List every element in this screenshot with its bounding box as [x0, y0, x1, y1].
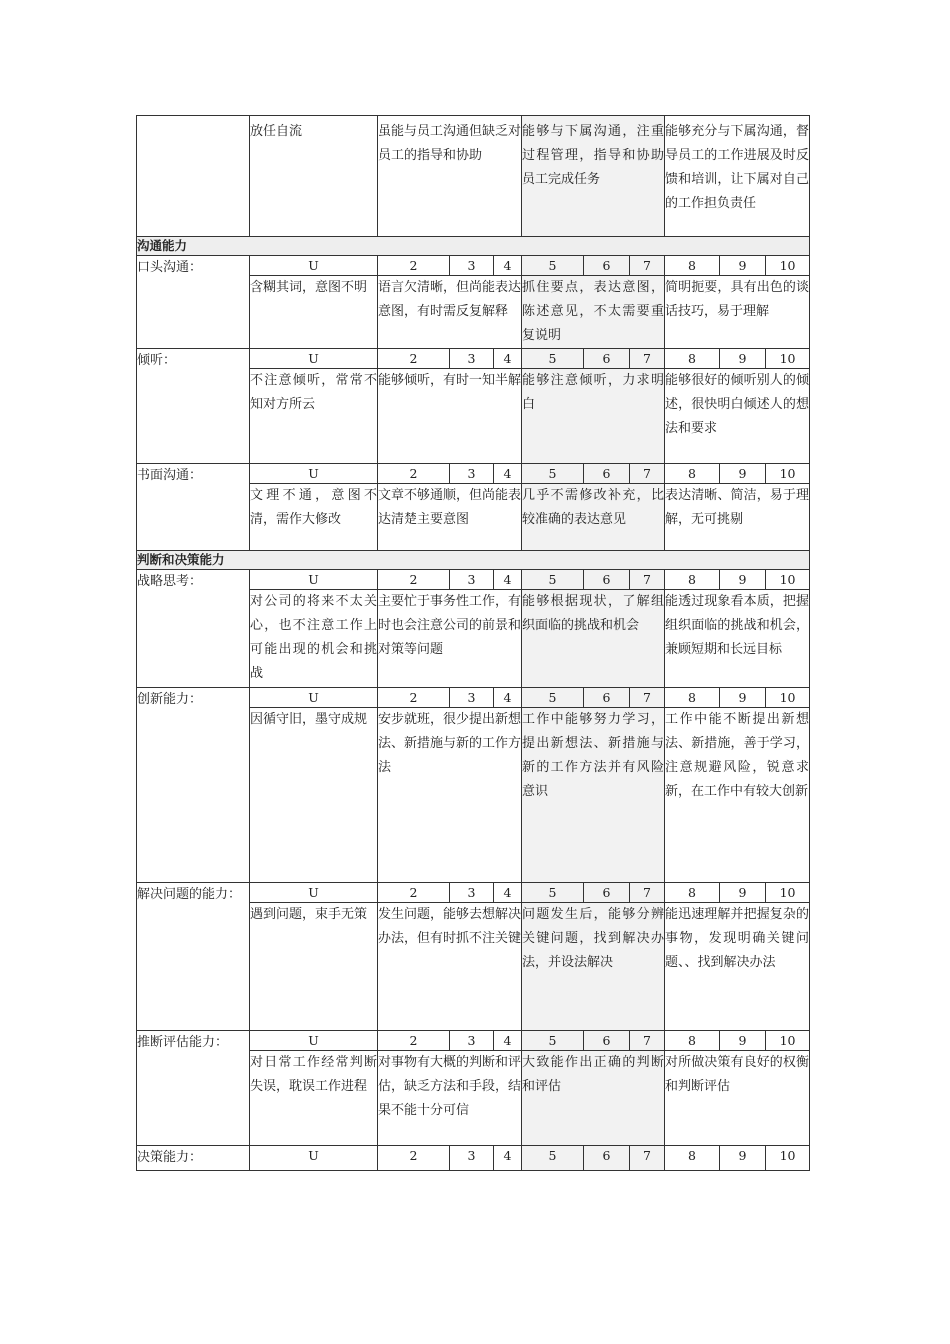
- score-option: 5: [522, 1031, 584, 1051]
- level-description: 语言欠清晰，但尚能表达意图，有时需反复解释: [378, 276, 522, 349]
- score-option: 9: [720, 1146, 766, 1171]
- score-option: U: [250, 349, 378, 369]
- score-option: 7: [630, 1146, 665, 1171]
- score-option: U: [250, 1146, 378, 1171]
- score-option: 5: [522, 883, 584, 903]
- score-option: 7: [630, 349, 665, 369]
- level-description: 能够充分与下属沟通，督导员工的工作进展及时反馈和培训，让下属对自己的工作担负责任: [665, 116, 810, 237]
- level-description: 表达清晰、简洁，易于理解，无可挑剔: [665, 484, 810, 551]
- score-option: 8: [665, 1146, 720, 1171]
- empty-label-cell: [137, 116, 250, 237]
- score-option: 8: [665, 464, 720, 484]
- score-option: 3: [450, 464, 494, 484]
- score-option: 6: [584, 349, 630, 369]
- score-option: U: [250, 464, 378, 484]
- level-description: 问题发生后，能够分辨关键问题，找到解决办法，并设法解决: [522, 903, 665, 1031]
- criterion-label: 解决问题的能力：: [137, 883, 250, 1031]
- score-option: 10: [766, 256, 810, 276]
- score-option: 9: [720, 464, 766, 484]
- score-option: 10: [766, 349, 810, 369]
- score-option: 6: [584, 1146, 630, 1171]
- score-option: 7: [630, 256, 665, 276]
- score-option: 7: [630, 464, 665, 484]
- level-description: 大致能作出正确的判断和评估: [522, 1051, 665, 1146]
- score-option: 2: [378, 256, 450, 276]
- score-option: 7: [630, 688, 665, 708]
- criterion-label: 战略思考：: [137, 570, 250, 688]
- score-option: 2: [378, 349, 450, 369]
- score-option: 2: [378, 883, 450, 903]
- level-description: 安步就班，很少提出新想法、新措施与新的工作方法: [378, 708, 522, 883]
- score-option: 6: [584, 256, 630, 276]
- score-option: 3: [450, 1146, 494, 1171]
- level-description: 对日常工作经常判断失误，耽误工作进程: [250, 1051, 378, 1146]
- score-option: 8: [665, 349, 720, 369]
- score-option: 4: [494, 688, 522, 708]
- score-option: 5: [522, 688, 584, 708]
- score-option: 4: [494, 883, 522, 903]
- level-description: 虽能与员工沟通但缺乏对员工的指导和协助: [378, 116, 522, 237]
- score-option: 3: [450, 256, 494, 276]
- score-option: 4: [494, 349, 522, 369]
- score-option: 4: [494, 256, 522, 276]
- criterion-label: 决策能力：: [137, 1146, 250, 1171]
- level-description: 几乎不需修改补充，比较准确的表达意见: [522, 484, 665, 551]
- score-option: 5: [522, 464, 584, 484]
- score-option: 6: [584, 688, 630, 708]
- score-option: 10: [766, 1031, 810, 1051]
- score-option: 10: [766, 883, 810, 903]
- criterion-label: 书面沟通：: [137, 464, 250, 551]
- score-option: 3: [450, 688, 494, 708]
- level-description: 对所做决策有良好的权衡和判断评估: [665, 1051, 810, 1146]
- criterion-label: 推断评估能力：: [137, 1031, 250, 1146]
- score-option: 6: [584, 464, 630, 484]
- score-option: 5: [522, 349, 584, 369]
- level-description: 简明扼要，具有出色的谈话技巧，易于理解: [665, 276, 810, 349]
- score-option: 8: [665, 256, 720, 276]
- score-option: 4: [494, 1031, 522, 1051]
- criterion-label: 口头沟通：: [137, 256, 250, 349]
- evaluation-rubric-table: [136, 115, 810, 1171]
- criterion-label: 创新能力：: [137, 688, 250, 883]
- level-description: 工作中能不断提出新想法、新措施，善于学习，注意规避风险，锐意求新，在工作中有较大创新: [665, 708, 810, 883]
- score-option: 10: [766, 464, 810, 484]
- score-option: 8: [665, 883, 720, 903]
- level-description: 含糊其词，意图不明: [250, 276, 378, 349]
- score-option: 3: [450, 883, 494, 903]
- score-option: 9: [720, 349, 766, 369]
- score-option: 2: [378, 1146, 450, 1171]
- score-option: U: [250, 570, 378, 590]
- score-option: 8: [665, 1031, 720, 1051]
- level-description: 能迅速理解并把握复杂的事物，发现明确关键问题、、找到解决办法: [665, 903, 810, 1031]
- score-option: 9: [720, 883, 766, 903]
- level-description: 能够根据现状，了解组织面临的挑战和机会: [522, 590, 665, 688]
- level-description: 因循守旧，墨守成规: [250, 708, 378, 883]
- level-description: 放任自流: [250, 116, 378, 237]
- score-option: 2: [378, 464, 450, 484]
- level-description: 文理不通，意图不清，需作大修改: [250, 484, 378, 551]
- level-description: 对事物有大概的判断和评估，缺乏方法和手段，结果不能十分可信: [378, 1051, 522, 1146]
- level-description: 能够很好的倾听别人的倾述，很快明白倾述人的想法和要求: [665, 369, 810, 464]
- score-option: 10: [766, 1146, 810, 1171]
- level-description: 对公司的将来不太关心，也不注意工作上可能出现的机会和挑战: [250, 590, 378, 688]
- score-option: 2: [378, 570, 450, 590]
- score-option: 3: [450, 1031, 494, 1051]
- score-option: 6: [584, 883, 630, 903]
- score-option: U: [250, 1031, 378, 1051]
- level-description: 发生问题，能够去想解决办法，但有时抓不注关键: [378, 903, 522, 1031]
- level-description: 不注意倾听，常常不知对方所云: [250, 369, 378, 464]
- score-option: 4: [494, 570, 522, 590]
- score-option: U: [250, 256, 378, 276]
- level-description: 遇到问题，束手无策: [250, 903, 378, 1031]
- criterion-label: 倾听：: [137, 349, 250, 464]
- score-option: U: [250, 883, 378, 903]
- score-option: 7: [630, 883, 665, 903]
- score-option: 4: [494, 464, 522, 484]
- score-option: 7: [630, 570, 665, 590]
- score-option: 9: [720, 1031, 766, 1051]
- score-option: 5: [522, 570, 584, 590]
- section-heading: 沟通能力: [137, 237, 810, 256]
- score-option: 5: [522, 256, 584, 276]
- score-option: 6: [584, 570, 630, 590]
- score-option: 9: [720, 688, 766, 708]
- score-option: 6: [584, 1031, 630, 1051]
- score-option: 9: [720, 570, 766, 590]
- score-option: 10: [766, 570, 810, 590]
- score-option: 4: [494, 1146, 522, 1171]
- level-description: 文章不够通顺，但尚能表达清楚主要意图: [378, 484, 522, 551]
- level-description: 能透过现象看本质，把握组织面临的挑战和机会，兼顾短期和长远目标: [665, 590, 810, 688]
- level-description: 能够与下属沟通，注重过程管理，指导和协助员工完成任务: [522, 116, 665, 237]
- score-option: 10: [766, 688, 810, 708]
- score-option: 5: [522, 1146, 584, 1171]
- level-description: 抓住要点，表达意图，陈述意见，不太需要重复说明: [522, 276, 665, 349]
- score-option: 3: [450, 349, 494, 369]
- section-heading: 判断和决策能力: [137, 551, 810, 570]
- level-description: 能够倾听，有时一知半解: [378, 369, 522, 464]
- score-option: 9: [720, 256, 766, 276]
- score-option: 2: [378, 1031, 450, 1051]
- score-option: U: [250, 688, 378, 708]
- score-option: 8: [665, 570, 720, 590]
- level-description: 能够注意倾听，力求明白: [522, 369, 665, 464]
- score-option: 8: [665, 688, 720, 708]
- score-option: 3: [450, 570, 494, 590]
- level-description: 工作中能够努力学习，提出新想法、新措施与新的工作方法并有风险意识: [522, 708, 665, 883]
- level-description: 主要忙于事务性工作，有时也会注意公司的前景和对策等问题: [378, 590, 522, 688]
- score-option: 2: [378, 688, 450, 708]
- score-option: 7: [630, 1031, 665, 1051]
